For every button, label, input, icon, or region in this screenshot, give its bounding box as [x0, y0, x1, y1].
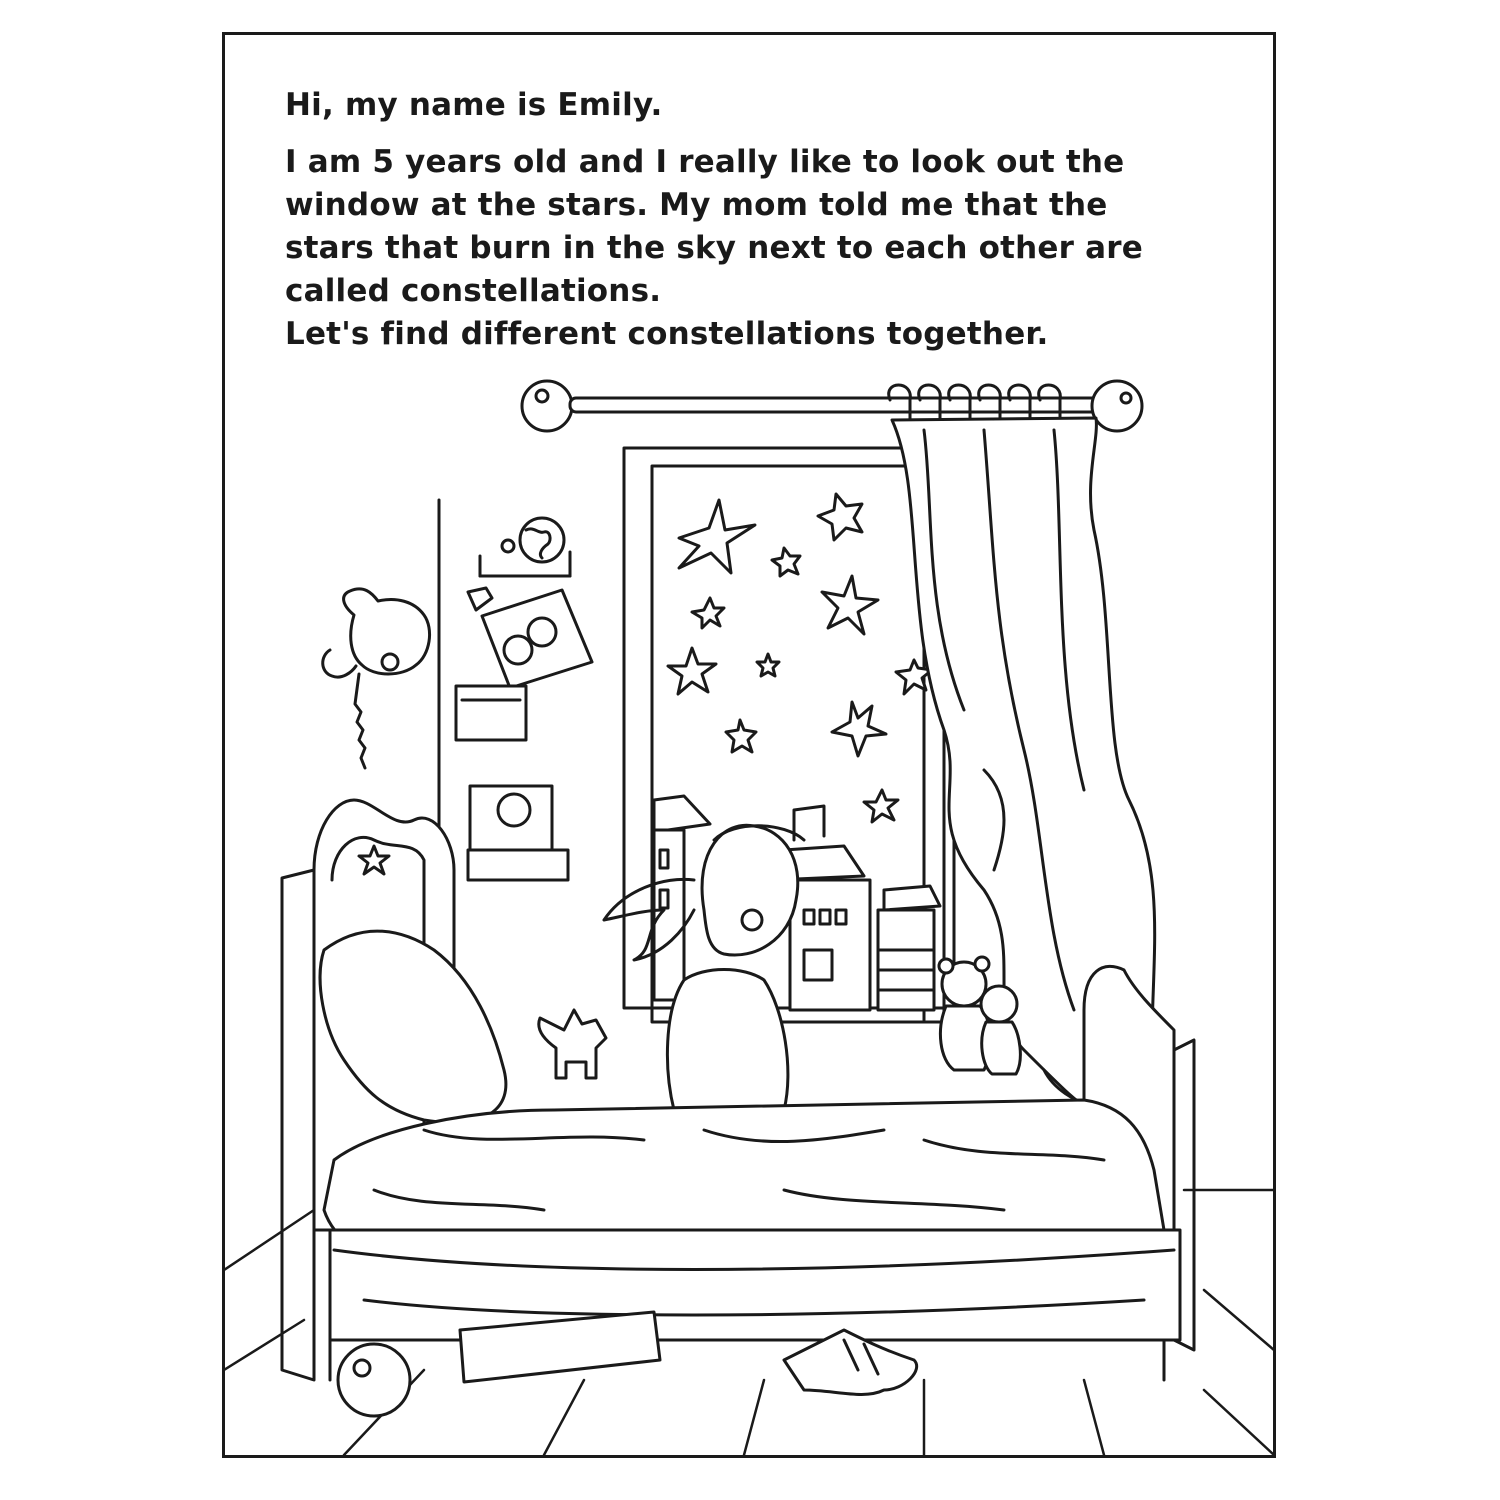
- wall-decorations: [456, 518, 592, 880]
- story-line: I am 5 years old and I really like to look out the: [285, 144, 1125, 180]
- closing-text: Let's find different constellations together.: [285, 316, 1049, 352]
- bedroom-illustration: [224, 370, 1274, 1455]
- story-line: window at the stars. My mom told me that the: [285, 187, 1108, 223]
- balloon: [323, 589, 430, 768]
- bed-blanket: [324, 1100, 1180, 1380]
- story-text: [285, 84, 1245, 356]
- story-line: stars that burn in the sky next to each other are: [285, 230, 1143, 266]
- greeting-text: Hi, my name is Emily.: [285, 87, 663, 123]
- fox-toy: [539, 1010, 606, 1078]
- story-line: called constellations.: [285, 273, 662, 309]
- story-paragraph: [285, 141, 1245, 313]
